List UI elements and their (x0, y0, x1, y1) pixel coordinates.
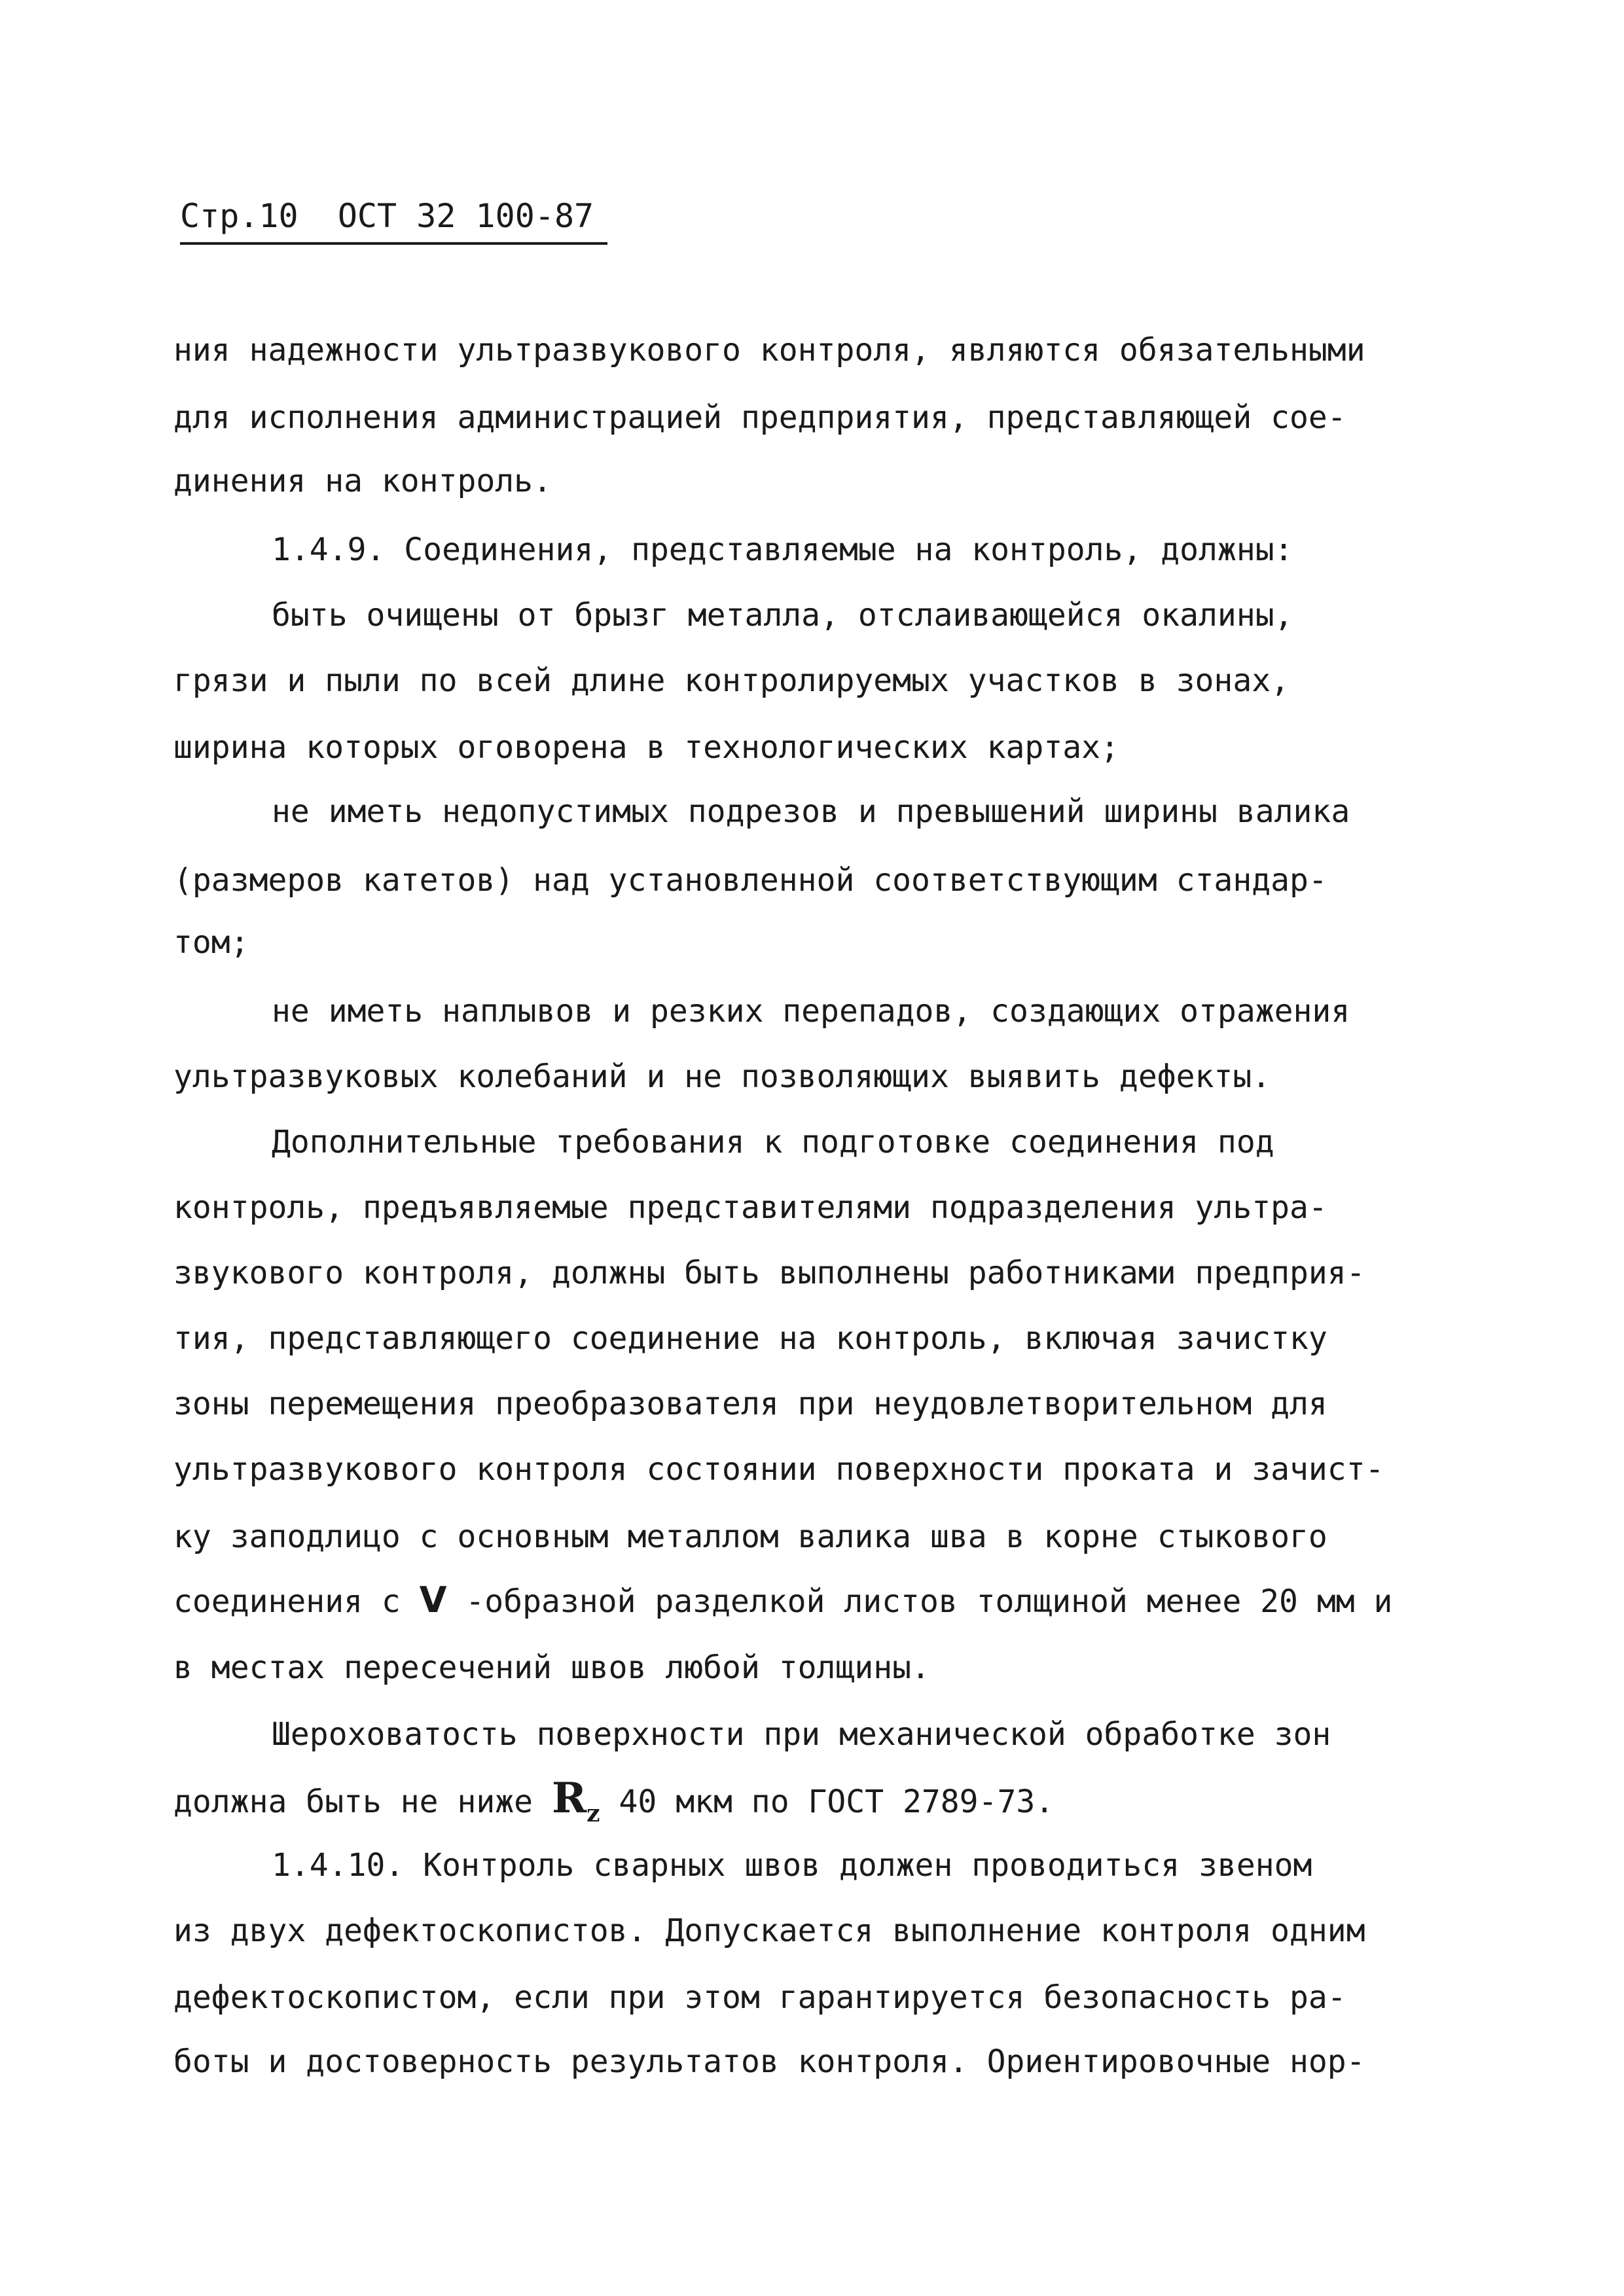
text-line-20 (173, 1581, 1392, 1621)
text-line-2: для исполнения администрацией предприятия, представляющей сое- (173, 399, 1346, 436)
text-line-23-end: 40 мкм по ГОСТ 2789-73. (600, 1784, 1055, 1820)
v-groove-symbol: V (419, 1579, 447, 1621)
text-line-10: том; (173, 924, 249, 961)
text-line-13: Дополнительные требования к подготовке соединения под (272, 1124, 1274, 1160)
roughness-symbol (551, 1774, 600, 1827)
text-line-20-start: соединения с (173, 1583, 420, 1620)
text-line-23 (173, 1774, 1055, 1833)
text-line-15: звукового контроля, должны быть выполнены работниками предприя- (173, 1255, 1365, 1291)
section-1-4-10: 1.4.10. Контроль сварных швов должен проводиться звеном (272, 1847, 1312, 1884)
text-line-26: дефектоскопистом, если при этом гарантируется безопасность ра- (173, 1979, 1346, 2016)
page-header: Стр.10 ОСТ 32 100-87 (180, 197, 594, 235)
roughness-symbol-subscript: z (586, 1799, 600, 1827)
text-line-9: (размеров катетов) над установленной соответствующим стандар- (173, 862, 1327, 899)
text-line-12: ультразвуковых колебаний и не позволяющих выявить дефекты. (173, 1058, 1271, 1095)
text-line-27: боты и достоверность результатов контроля. Ориентировочные нор- (173, 2043, 1365, 2080)
header-underline (180, 242, 607, 245)
text-line-22: Шероховатость поверхности при механической обработке зон (272, 1716, 1331, 1753)
text-line-16: тия, представляющего соединение на контроль, включая зачистку (173, 1320, 1327, 1357)
text-line-20-end: -образной разделкой листов толщиной менее 20 мм и (446, 1583, 1393, 1620)
text-line-17: зоны перемещения преобразователя при неудовлетворительном для (173, 1386, 1327, 1422)
text-line-23-start: должна быть не ниже (173, 1784, 552, 1820)
text-line-21: в местах пересечений швов любой толщины. (173, 1649, 930, 1686)
text-line-3: динения на контроль. (173, 463, 552, 499)
text-line-25: из двух дефектоскопистов. Допускается выполнение контроля одним (173, 1912, 1365, 1949)
text-line-18: ультразвукового контроля состоянии поверхности проката и зачист- (173, 1451, 1384, 1488)
text-line-19: ку заподлицо с основным металлом валика шва в корне стыкового (173, 1518, 1327, 1555)
section-1-4-9: 1.4.9. Соединения, представляемые на контроль, должны: (272, 531, 1293, 568)
text-line-5: быть очищены от брызг металла, отслаивающейся окалины, (272, 597, 1293, 634)
text-line-11: не иметь наплывов и резких перепадов, создающих отражения (272, 993, 1350, 1030)
text-line-6: грязи и пыли по всей длине контролируемых участков в зонах, (173, 662, 1290, 699)
text-line-8: не иметь недопустимых подрезов и превышений ширины валика (272, 793, 1350, 830)
roughness-symbol-letter: R (551, 1774, 587, 1823)
text-line-1: ния надежности ультразвукового контроля, являются обязательными (173, 332, 1365, 368)
text-line-14: контроль, предъявляемые представителями подразделения ультра- (173, 1189, 1327, 1226)
text-line-7: ширина которых оговорена в технологических картах; (173, 729, 1119, 766)
